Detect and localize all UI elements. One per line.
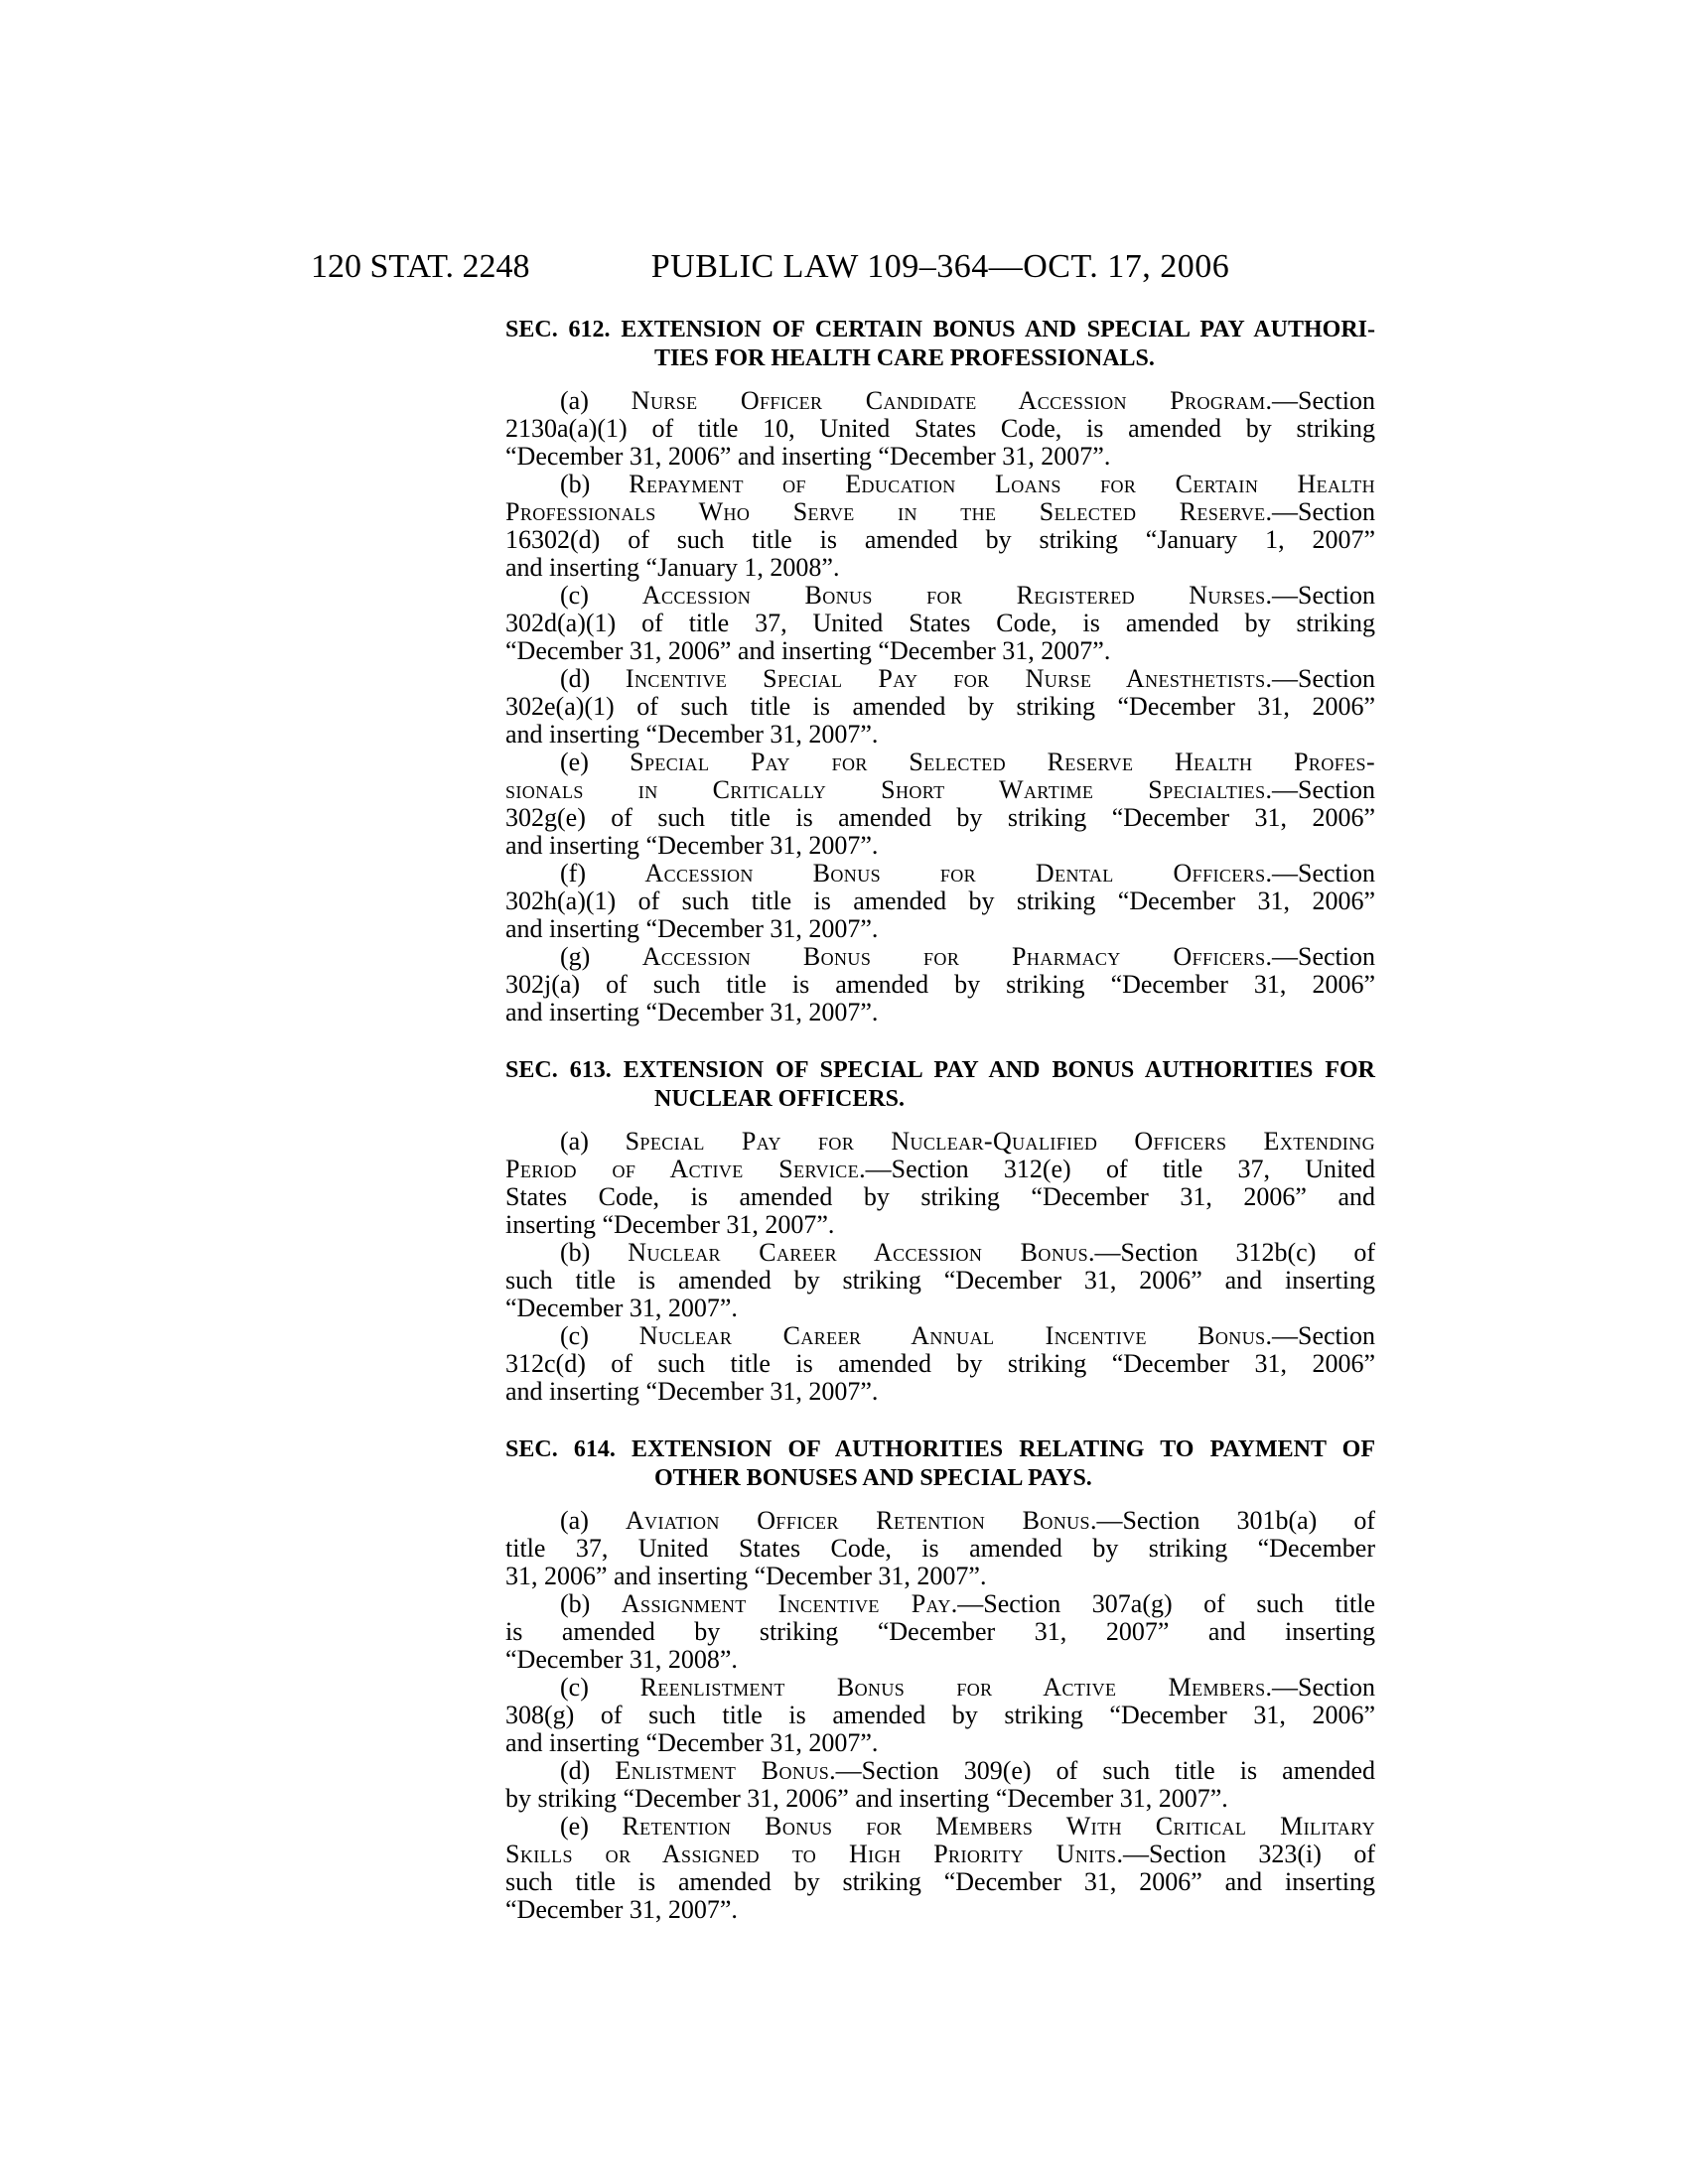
small-caps-run: Skills or Assigned to High Priority Units bbox=[505, 1840, 1117, 1868]
section-heading bbox=[505, 1056, 1375, 1114]
text-run: (b) bbox=[560, 1589, 622, 1618]
text-run: (a) bbox=[560, 1127, 626, 1156]
section-heading bbox=[505, 316, 1375, 373]
statute-line bbox=[505, 887, 1375, 915]
statute-line bbox=[505, 1239, 1375, 1267]
statute-line bbox=[505, 693, 1375, 721]
text-run: and inserting “December 31, 2007”. bbox=[505, 720, 879, 749]
statute-line bbox=[505, 1590, 1375, 1618]
statute-line bbox=[505, 999, 1375, 1026]
statute-line bbox=[505, 1535, 1375, 1563]
statute-line bbox=[505, 721, 1375, 749]
statute-line bbox=[505, 943, 1375, 971]
text-run: “December 31, 2006” and inserting “December 31, 2007”. bbox=[505, 636, 1111, 665]
text-run: and inserting “December 31, 2007”. bbox=[505, 1377, 879, 1406]
statute-paragraph bbox=[505, 1128, 1375, 1239]
statute-line bbox=[505, 1646, 1375, 1674]
statute-line bbox=[505, 915, 1375, 943]
text-run: .—Section bbox=[1265, 581, 1376, 610]
statute-line bbox=[505, 1674, 1375, 1702]
statute-line bbox=[505, 1841, 1375, 1868]
statute-line bbox=[505, 665, 1375, 693]
stat-page-number: 120 STAT. 2248 bbox=[311, 248, 530, 285]
text-run: by striking “December 31, 2006” and inserting “December 31, 2007”. bbox=[505, 1784, 1228, 1813]
text-run: such title is amended by striking “December 31, 2006” and inserting bbox=[505, 1867, 1375, 1896]
text-run: (a) bbox=[560, 1506, 626, 1535]
statute-paragraph bbox=[505, 1322, 1375, 1406]
text-run: States Code, is amended by striking “December 31, 2006” and bbox=[505, 1182, 1375, 1211]
text-run: (d) bbox=[560, 1756, 616, 1785]
small-caps-run: Retention Bonus for Members With Critical Military bbox=[622, 1812, 1375, 1841]
statute-paragraph bbox=[505, 1757, 1375, 1813]
small-caps-run: Repayment of Education Loans for Certain Health bbox=[629, 470, 1375, 498]
statute-paragraph bbox=[505, 471, 1375, 582]
statute-paragraph bbox=[505, 582, 1375, 665]
statute-line bbox=[505, 387, 1375, 415]
text-run: .—Section 312b(c) of bbox=[1088, 1238, 1375, 1267]
statute-section bbox=[505, 316, 1375, 1026]
small-caps-run: Assignment Incentive Pay bbox=[621, 1589, 951, 1618]
statute-line bbox=[505, 1211, 1375, 1239]
text-run: .—Section 301b(a) of bbox=[1089, 1506, 1375, 1535]
text-run: .—Section 309(e) of such title is amended bbox=[829, 1756, 1375, 1785]
section-heading-line: SEC. 614. EXTENSION OF AUTHORITIES RELATING TO PAYMENT OF bbox=[505, 1436, 1375, 1462]
small-caps-run: Nuclear Career Annual Incentive Bonus bbox=[638, 1321, 1266, 1350]
text-run: “December 31, 2006” and inserting “December 31, 2007”. bbox=[505, 442, 1111, 471]
text-run: (c) bbox=[560, 1673, 640, 1702]
statute-line bbox=[505, 610, 1375, 637]
text-run: is amended by striking “December 31, 2007” and inserting bbox=[505, 1617, 1375, 1646]
text-run: 302j(a) of such title is amended by striking “December 31, 2006” bbox=[505, 970, 1375, 999]
text-run: and inserting “January 1, 2008”. bbox=[505, 553, 840, 582]
statute-line bbox=[505, 637, 1375, 665]
small-caps-run: Aviation Officer Retention Bonus bbox=[625, 1506, 1090, 1535]
statute-line bbox=[505, 776, 1375, 804]
text-run: .—Section bbox=[1265, 942, 1375, 971]
small-caps-run: Incentive Special Pay for Nurse Anesthetists bbox=[625, 664, 1266, 693]
statute-paragraph bbox=[505, 1507, 1375, 1590]
small-caps-run: Reenlistment Bonus for Active Members bbox=[639, 1673, 1266, 1702]
statute-line bbox=[505, 1128, 1375, 1156]
statute-section bbox=[505, 1056, 1375, 1406]
statute-line bbox=[505, 1156, 1375, 1183]
statute-line bbox=[505, 443, 1375, 471]
statute-line bbox=[505, 832, 1375, 860]
section-heading-line: OTHER BONUSES AND SPECIAL PAYS. bbox=[654, 1465, 1092, 1491]
statute-paragraph bbox=[505, 943, 1375, 1026]
statute-line bbox=[505, 471, 1375, 498]
text-run: 2130a(a)(1) of title 10, United States Code, is amended by striking bbox=[505, 414, 1375, 443]
section-heading-line: SEC. 613. EXTENSION OF SPECIAL PAY AND BONUS AUTHORITIES FOR bbox=[505, 1057, 1375, 1083]
statute-section bbox=[505, 1435, 1375, 1924]
small-caps-run: Accession Bonus for Dental Officers bbox=[644, 859, 1266, 887]
text-run: and inserting “December 31, 2007”. bbox=[505, 998, 879, 1026]
text-run: and inserting “December 31, 2007”. bbox=[505, 1728, 879, 1757]
text-run: .—Section bbox=[1265, 859, 1375, 887]
text-run: .—Section bbox=[1265, 1321, 1376, 1350]
statute-line bbox=[505, 749, 1375, 776]
text-run: title 37, United States Code, is amended by striking “December bbox=[505, 1534, 1375, 1563]
text-run: 16302(d) of such title is amended by striking “January 1, 2007” bbox=[505, 525, 1375, 554]
text-run: (e) bbox=[560, 748, 631, 776]
text-run: such title is amended by striking “December 31, 2006” and inserting bbox=[505, 1266, 1375, 1295]
statute-line bbox=[505, 1868, 1375, 1896]
statute-paragraph bbox=[505, 1674, 1375, 1757]
statute-line bbox=[505, 1785, 1375, 1813]
statute-body bbox=[505, 316, 1375, 1924]
text-run: and inserting “December 31, 2007”. bbox=[505, 914, 879, 943]
text-run: “December 31, 2007”. bbox=[505, 1895, 738, 1924]
statute-line bbox=[505, 1183, 1375, 1211]
statute-paragraph bbox=[505, 1239, 1375, 1322]
text-run: 302g(e) of such title is amended by striking “December 31, 2006” bbox=[505, 803, 1375, 832]
statute-line bbox=[505, 860, 1375, 887]
statute-line bbox=[505, 1295, 1375, 1322]
section-heading bbox=[505, 1435, 1375, 1493]
statute-line bbox=[505, 582, 1375, 610]
small-caps-run: Special Pay for Nuclear-Qualified Officers Extending bbox=[625, 1127, 1376, 1156]
text-run: 302e(a)(1) of such title is amended by striking “December 31, 2006” bbox=[505, 692, 1375, 721]
small-caps-run: Special Pay for Selected Reserve Health Profes- bbox=[630, 748, 1376, 776]
statute-paragraph bbox=[505, 387, 1375, 471]
statute-line bbox=[505, 554, 1375, 582]
statute-paragraph bbox=[505, 1590, 1375, 1674]
text-run: .—Section bbox=[1265, 386, 1376, 415]
small-caps-run: Nurse Officer Candidate Accession Program bbox=[631, 386, 1266, 415]
text-run: 31, 2006” and inserting “December 31, 2007”. bbox=[505, 1562, 987, 1590]
statute-line bbox=[505, 1813, 1375, 1841]
text-run: and inserting “December 31, 2007”. bbox=[505, 831, 879, 860]
section-heading-line: SEC. 612. EXTENSION OF CERTAIN BONUS AND SPECIAL PAY AUTHORI- bbox=[505, 317, 1375, 342]
running-head bbox=[311, 248, 1375, 290]
statute-line bbox=[505, 971, 1375, 999]
small-caps-run: sionals in Critically Short Wartime Specialties bbox=[505, 775, 1266, 804]
text-run: (a) bbox=[560, 386, 632, 415]
small-caps-run: Enlistment Bonus bbox=[615, 1756, 830, 1785]
text-run: .—Section 312(e) of title 37, United bbox=[859, 1155, 1375, 1183]
small-caps-run: Professionals Who Serve in the Selected Reserve bbox=[505, 497, 1266, 526]
text-run: (c) bbox=[560, 581, 642, 610]
statute-line bbox=[505, 1322, 1375, 1350]
statute-line bbox=[505, 1507, 1375, 1535]
text-run: (b) bbox=[560, 1238, 629, 1267]
text-run: (b) bbox=[560, 470, 630, 498]
small-caps-run: Accession Bonus for Registered Nurses bbox=[641, 581, 1266, 610]
section-heading-line: TIES FOR HEALTH CARE PROFESSIONALS. bbox=[654, 345, 1155, 371]
statute-line bbox=[505, 804, 1375, 832]
text-run: .—Section bbox=[1265, 664, 1375, 693]
statute-line bbox=[505, 526, 1375, 554]
law-citation: PUBLIC LAW 109–364—OCT. 17, 2006 bbox=[650, 248, 1230, 285]
text-run: (e) bbox=[560, 1812, 623, 1841]
text-run: (c) bbox=[560, 1321, 639, 1350]
text-run: (f) bbox=[560, 859, 645, 887]
text-run: .—Section 323(i) of bbox=[1116, 1840, 1375, 1868]
small-caps-run: Accession Bonus for Pharmacy Officers bbox=[641, 942, 1266, 971]
text-run: “December 31, 2008”. bbox=[505, 1645, 738, 1674]
statute-line bbox=[505, 1618, 1375, 1646]
statute-line bbox=[505, 1267, 1375, 1295]
text-run: .—Section bbox=[1265, 1673, 1376, 1702]
statute-line bbox=[505, 1896, 1375, 1924]
statute-line bbox=[505, 498, 1375, 526]
statute-paragraph bbox=[505, 1813, 1375, 1924]
small-caps-run: Nuclear Career Accession Bonus bbox=[628, 1238, 1089, 1267]
text-run: (g) bbox=[560, 942, 642, 971]
text-run: 302h(a)(1) of such title is amended by striking “December 31, 2006” bbox=[505, 887, 1375, 915]
statute-line bbox=[505, 1702, 1375, 1729]
text-run: “December 31, 2007”. bbox=[505, 1294, 738, 1322]
statute-paragraph bbox=[505, 860, 1375, 943]
text-run: 312c(d) of such title is amended by striking “December 31, 2006” bbox=[505, 1349, 1375, 1378]
statute-paragraph bbox=[505, 665, 1375, 749]
text-run: .—Section bbox=[1265, 497, 1375, 526]
text-run: .—Section 307a(g) of such title bbox=[950, 1589, 1375, 1618]
section-heading-line: NUCLEAR OFFICERS. bbox=[654, 1086, 906, 1112]
text-run: inserting “December 31, 2007”. bbox=[505, 1210, 835, 1239]
text-run: 302d(a)(1) of title 37, United States Code, is amended by striking bbox=[505, 609, 1375, 637]
statute-paragraph bbox=[505, 749, 1375, 860]
text-run: 308(g) of such title is amended by striking “December 31, 2006” bbox=[505, 1701, 1375, 1729]
statute-line bbox=[505, 1378, 1375, 1406]
statute-line bbox=[505, 1729, 1375, 1757]
statute-line bbox=[505, 1563, 1375, 1590]
statute-line bbox=[505, 415, 1375, 443]
statute-line bbox=[505, 1757, 1375, 1785]
text-run: .—Section bbox=[1265, 775, 1375, 804]
small-caps-run: Period of Active Service bbox=[505, 1155, 860, 1183]
text-run: (d) bbox=[560, 664, 626, 693]
statute-line bbox=[505, 1350, 1375, 1378]
